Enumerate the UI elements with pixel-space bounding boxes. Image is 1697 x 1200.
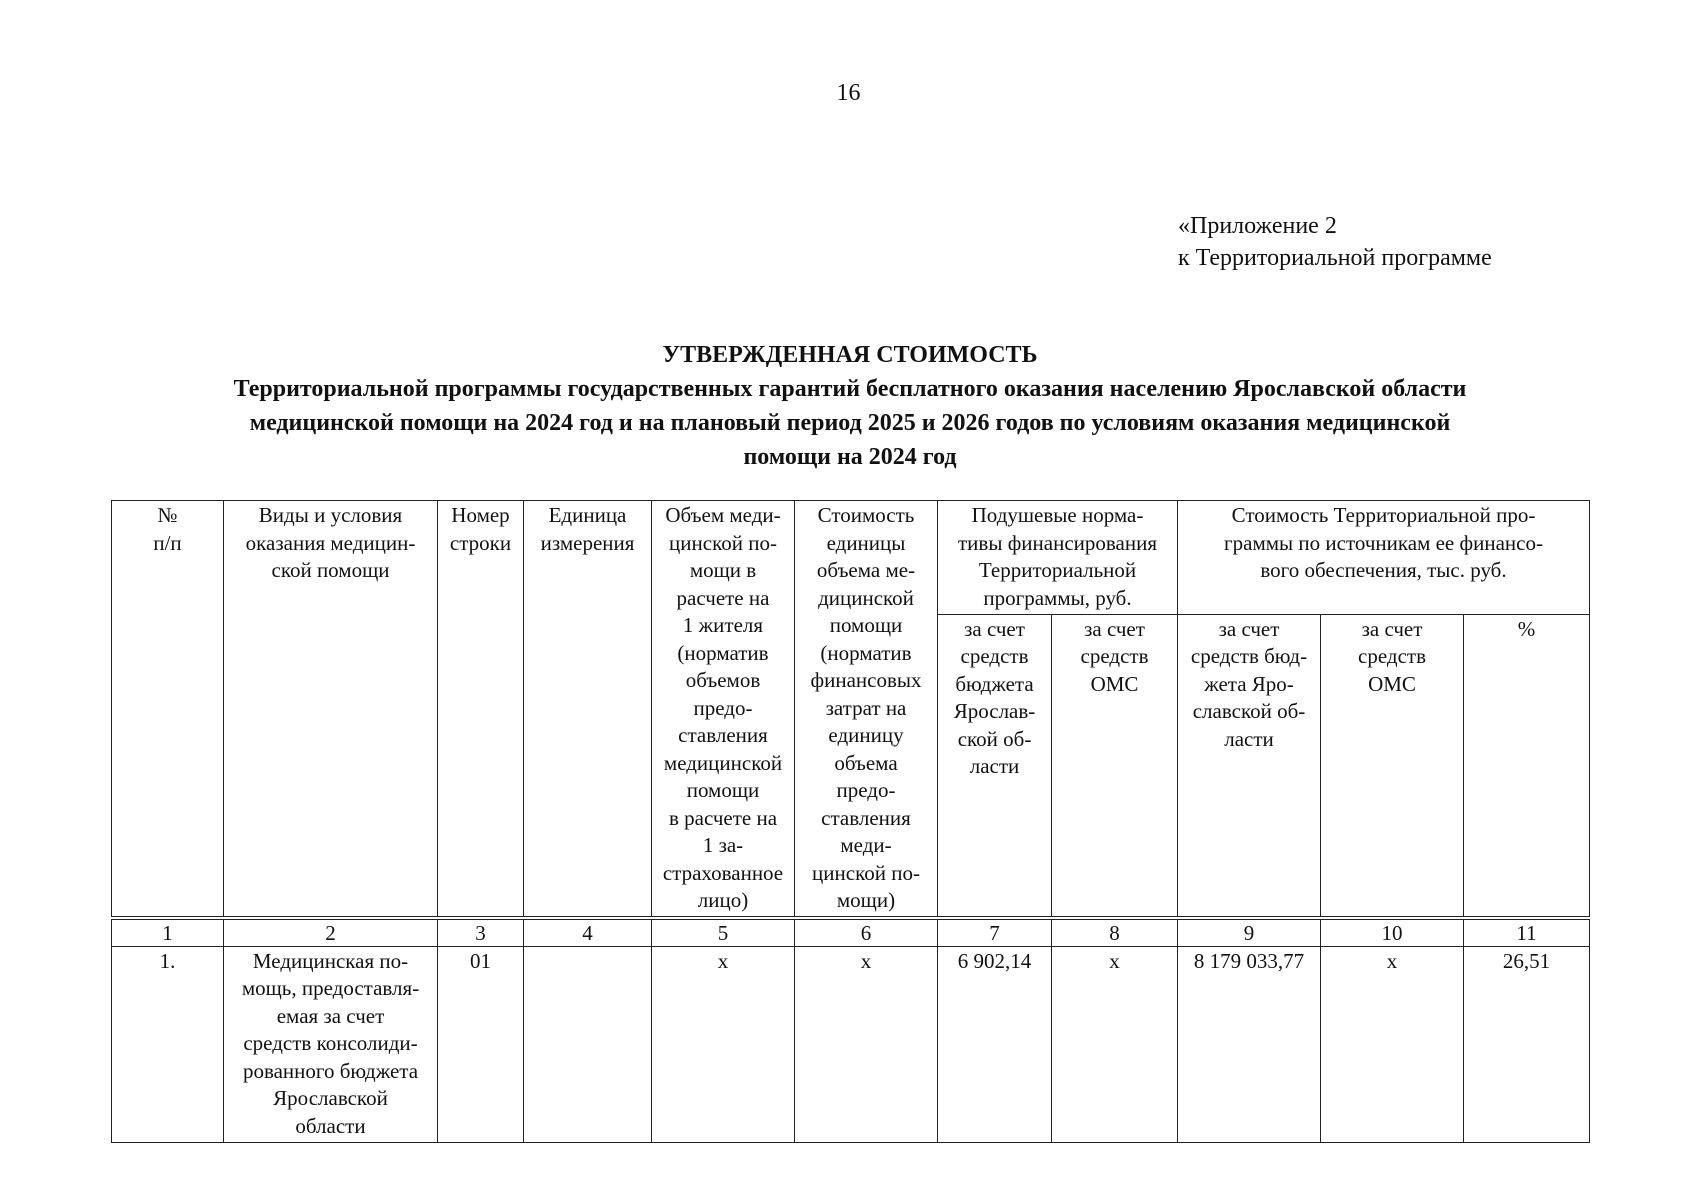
header-num: № п/п (112, 501, 224, 918)
title-line-1: УТВЕРЖДЕННАЯ СТОИМОСТЬ (662, 342, 1038, 368)
column-number-row (112, 918, 1590, 947)
title-line-4: помощи на 2024 год (743, 444, 957, 470)
header-types: Виды и условия оказания медицин- ской помощи (224, 501, 438, 918)
row-num: 1. (112, 946, 224, 1142)
header-row-1 (112, 501, 1590, 615)
column-number: 3 (438, 918, 524, 947)
header-unit: Единица измерения (524, 501, 652, 918)
row-unit (524, 946, 652, 1142)
header-per-capita-budget: за счет средств бюджета Ярослав- ской об- ласти (938, 614, 1052, 917)
row-cost-oms: х (1321, 946, 1464, 1142)
column-number: 9 (1178, 918, 1321, 947)
title-line-3: медицинской помощи на 2024 год и на плановый период 2025 и 2026 годов по условиям оказания медицинской (249, 410, 1451, 436)
row-volume: х (652, 946, 795, 1142)
header-cost-budget: за счет средств бюд- жета Яро- славской об- ласти (1178, 614, 1321, 917)
header-volume: Объем меди- цинской по- мощи в расчете на 1 жителя (норматив объемов предо- ставления медицинской помощи в расчете на 1 за- страхованное лицо) (652, 501, 795, 918)
column-number: 5 (652, 918, 795, 947)
appendix-line-2: к Территориальной программе (1178, 245, 1492, 271)
header-per-capita: Подушевые норма- тивы финансирования Территориальной программы, руб. (938, 501, 1178, 615)
column-number: 11 (1464, 918, 1590, 947)
appendix-line-1: «Приложение 2 (1178, 213, 1337, 239)
header-row-number: Номер строки (438, 501, 524, 918)
row-type: Медицинская по- мощь, предоставля- емая за счет средств консолиди- рованного бюджета Ярославской области (224, 946, 438, 1142)
document-title (100, 338, 1600, 474)
column-number: 8 (1052, 918, 1178, 947)
column-number: 6 (795, 918, 938, 947)
header-per-capita-oms: за счет средств ОМС (1052, 614, 1178, 917)
row-cost-budget: 8 179 033,77 (1178, 946, 1321, 1142)
column-number: 4 (524, 918, 652, 947)
header-program-cost: Стоимость Территориальной про- граммы по источникам ее финансо- вого обеспечения, тыс. руб. (1178, 501, 1590, 615)
header-cost-oms: за счет средств ОМС (1321, 614, 1464, 917)
row-number: 01 (438, 946, 524, 1142)
column-number: 2 (224, 918, 438, 947)
table-row (112, 946, 1590, 1142)
appendix-reference (1178, 210, 1492, 274)
row-per-capita-budget: 6 902,14 (938, 946, 1052, 1142)
title-line-2: Территориальной программы государственных гарантий бесплатного оказания населению Ярославской области (233, 376, 1467, 402)
header-cost-percent: % (1464, 614, 1590, 917)
column-number: 1 (112, 918, 224, 947)
row-per-capita-oms: х (1052, 946, 1178, 1142)
header-unit-cost: Стоимость единицы объема ме- дицинской помощи (норматив финансовых затрат на единицу объема предо- ставления меди- цинской по- мощи) (795, 501, 938, 918)
row-cost-percent: 26,51 (1464, 946, 1590, 1142)
column-number: 7 (938, 918, 1052, 947)
cost-table (111, 500, 1590, 1143)
row-unit-cost: х (795, 946, 938, 1142)
page-number: 16 (836, 80, 861, 106)
column-number: 10 (1321, 918, 1464, 947)
